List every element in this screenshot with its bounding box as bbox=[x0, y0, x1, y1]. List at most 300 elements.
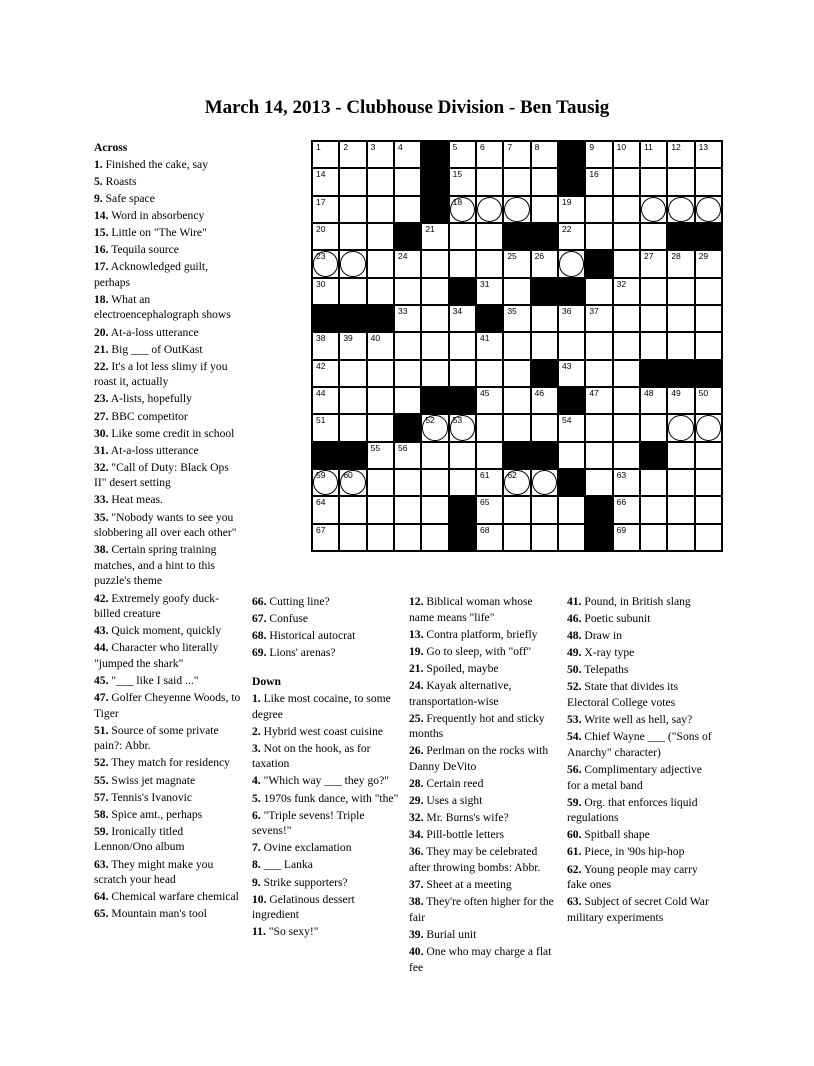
down-clue bbox=[252, 773, 400, 789]
grid-cell[interactable] bbox=[585, 469, 612, 496]
grid-cell[interactable] bbox=[503, 141, 530, 168]
black-square bbox=[531, 360, 558, 387]
grid-cell[interactable] bbox=[613, 442, 640, 469]
grid-cell[interactable] bbox=[558, 305, 585, 332]
across-clue bbox=[94, 342, 244, 358]
grid-cell[interactable] bbox=[449, 414, 476, 441]
grid-cell[interactable] bbox=[531, 305, 558, 332]
black-square bbox=[640, 442, 667, 469]
clue-number: 20. bbox=[94, 325, 109, 339]
grid-cell[interactable] bbox=[558, 223, 585, 250]
grid-cell[interactable] bbox=[585, 168, 612, 195]
grid-cell[interactable] bbox=[531, 250, 558, 277]
cell-number: 38 bbox=[316, 333, 326, 344]
clue-number: 67. bbox=[252, 612, 267, 626]
down-clue bbox=[252, 724, 400, 740]
clue-text: ___ Lanka bbox=[260, 858, 313, 872]
grid-cell[interactable] bbox=[640, 250, 667, 277]
grid-cell[interactable] bbox=[667, 305, 694, 332]
grid-cell[interactable] bbox=[667, 469, 694, 496]
clue-number: 16. bbox=[94, 243, 109, 257]
grid-cell[interactable] bbox=[531, 332, 558, 359]
across-clue bbox=[94, 542, 244, 589]
grid-cell[interactable] bbox=[640, 387, 667, 414]
cell-number: 60 bbox=[343, 470, 353, 480]
grid-cell[interactable] bbox=[312, 524, 339, 551]
grid-cell[interactable] bbox=[339, 360, 366, 387]
clue-text: Spoiled, maybe bbox=[423, 661, 499, 675]
cell-number: 33 bbox=[398, 306, 408, 316]
grid-cell[interactable] bbox=[695, 196, 722, 223]
cell-number: 63 bbox=[616, 470, 627, 480]
grid-cell[interactable] bbox=[367, 387, 394, 414]
grid-cell[interactable] bbox=[640, 496, 667, 523]
grid-cell[interactable] bbox=[613, 332, 640, 359]
grid-cell[interactable] bbox=[558, 442, 585, 469]
clue-text: Like most cocaine, to some degree bbox=[252, 691, 391, 721]
clue-number: 39. bbox=[409, 927, 424, 941]
cell-number: 7 bbox=[507, 142, 513, 152]
black-square bbox=[449, 524, 476, 551]
clue-text: A-lists, hopefully bbox=[108, 392, 192, 406]
grid-cell[interactable] bbox=[695, 305, 722, 332]
grid-cell[interactable] bbox=[421, 524, 448, 551]
grid-cell[interactable] bbox=[667, 524, 694, 551]
grid-cell[interactable] bbox=[695, 414, 722, 441]
clue-text: Golfer Cheyenne Woods, to Tiger bbox=[94, 691, 241, 720]
black-square bbox=[558, 141, 585, 168]
clue-text: Heat meas. bbox=[108, 493, 163, 507]
grid-cell[interactable] bbox=[476, 250, 503, 277]
clue-number: 21. bbox=[94, 342, 109, 356]
cell-number: 32 bbox=[616, 278, 627, 289]
down-clue bbox=[252, 840, 400, 856]
grid-cell[interactable] bbox=[394, 496, 421, 523]
grid-cell[interactable] bbox=[503, 196, 530, 223]
grid-cell[interactable] bbox=[394, 332, 421, 359]
down-clue bbox=[567, 712, 715, 728]
grid-cell[interactable] bbox=[339, 469, 366, 496]
circle-icon bbox=[668, 415, 693, 440]
down-clue bbox=[567, 795, 715, 826]
grid-cell[interactable] bbox=[640, 414, 667, 441]
circle-icon bbox=[696, 415, 721, 440]
cell-number: 20 bbox=[316, 224, 326, 234]
grid-cell[interactable] bbox=[585, 387, 612, 414]
black-square bbox=[394, 414, 421, 441]
grid-cell[interactable] bbox=[695, 168, 722, 195]
grid-cell[interactable] bbox=[312, 250, 339, 277]
clue-number: 34. bbox=[409, 828, 424, 842]
grid-cell[interactable] bbox=[312, 387, 339, 414]
grid-cell[interactable] bbox=[367, 524, 394, 551]
grid-cell[interactable] bbox=[503, 496, 530, 523]
grid-cell[interactable] bbox=[585, 332, 612, 359]
grid-cell[interactable] bbox=[394, 442, 421, 469]
grid-cell[interactable] bbox=[667, 414, 694, 441]
cell-number: 44 bbox=[316, 388, 326, 398]
clue-number: 61. bbox=[567, 845, 582, 859]
grid-cell[interactable] bbox=[476, 360, 503, 387]
grid-cell[interactable] bbox=[585, 360, 612, 387]
grid-cell[interactable] bbox=[339, 141, 366, 168]
cell-number: 40 bbox=[370, 333, 381, 344]
grid-cell[interactable] bbox=[312, 360, 339, 387]
grid-cell[interactable] bbox=[695, 496, 722, 523]
across-clue bbox=[252, 594, 400, 610]
grid-cell[interactable] bbox=[476, 469, 503, 496]
grid-cell[interactable] bbox=[531, 496, 558, 523]
grid-cell[interactable] bbox=[613, 250, 640, 277]
grid-cell[interactable] bbox=[394, 278, 421, 305]
grid-cell[interactable] bbox=[695, 141, 722, 168]
clue-text: Extremely goofy duck-billed creature bbox=[94, 591, 219, 621]
grid-cell[interactable] bbox=[695, 250, 722, 277]
grid-cell[interactable] bbox=[558, 360, 585, 387]
grid-cell[interactable] bbox=[695, 387, 722, 414]
grid-cell[interactable] bbox=[531, 414, 558, 441]
black-square bbox=[339, 305, 366, 332]
grid-cell[interactable] bbox=[503, 414, 530, 441]
grid-cell[interactable] bbox=[640, 168, 667, 195]
grid-cell[interactable] bbox=[503, 332, 530, 359]
grid-cell[interactable] bbox=[585, 414, 612, 441]
cell-number: 27 bbox=[644, 251, 654, 262]
grid-cell[interactable] bbox=[640, 332, 667, 359]
clue-text: Like some credit in school bbox=[108, 426, 235, 440]
grid-cell[interactable] bbox=[339, 223, 366, 250]
down-clue bbox=[409, 661, 557, 677]
across-clue bbox=[94, 259, 244, 290]
cell-number: 23 bbox=[316, 251, 326, 262]
grid-cell[interactable] bbox=[613, 141, 640, 168]
black-square bbox=[476, 305, 503, 332]
grid-cell[interactable] bbox=[503, 250, 530, 277]
cell-number: 29 bbox=[698, 251, 709, 262]
grid-cell[interactable] bbox=[476, 414, 503, 441]
clue-number: 35. bbox=[94, 510, 109, 524]
grid-cell[interactable] bbox=[421, 305, 448, 332]
cell-number: 3 bbox=[370, 142, 376, 152]
clue-text: What an electroencephalograph shows bbox=[94, 292, 231, 322]
cell-number: 21 bbox=[425, 224, 435, 234]
grid-cell[interactable] bbox=[585, 141, 612, 168]
grid-cell[interactable] bbox=[339, 496, 366, 523]
grid-cell[interactable] bbox=[421, 469, 448, 496]
clue-text: Strike supporters? bbox=[260, 875, 348, 889]
grid-cell[interactable] bbox=[421, 442, 448, 469]
clue-text: They might make you scratch your head bbox=[94, 857, 214, 887]
grid-cell[interactable] bbox=[640, 278, 667, 305]
grid-cell[interactable] bbox=[558, 496, 585, 523]
grid-cell[interactable] bbox=[449, 442, 476, 469]
grid-cell[interactable] bbox=[613, 305, 640, 332]
grid-cell[interactable] bbox=[394, 196, 421, 223]
grid-cell[interactable] bbox=[476, 442, 503, 469]
grid-cell[interactable] bbox=[695, 278, 722, 305]
grid-cell[interactable] bbox=[394, 524, 421, 551]
across-clue bbox=[94, 359, 244, 390]
grid-cell[interactable] bbox=[367, 168, 394, 195]
grid-cell[interactable] bbox=[667, 168, 694, 195]
grid-cell[interactable] bbox=[449, 332, 476, 359]
black-square bbox=[585, 496, 612, 523]
circle-icon bbox=[559, 251, 584, 276]
cell-number: 31 bbox=[480, 278, 490, 289]
grid-cell[interactable] bbox=[449, 360, 476, 387]
clue-text: Character who literally "jumped the shark" bbox=[94, 641, 219, 670]
across-clue bbox=[252, 645, 400, 661]
grid-cell[interactable] bbox=[367, 141, 394, 168]
down-clue bbox=[409, 793, 557, 809]
clue-text: "Call of Duty: Black Ops II" desert setting bbox=[94, 460, 229, 490]
cell-number: 37 bbox=[589, 306, 599, 316]
clue-number: 9. bbox=[252, 875, 261, 889]
grid-cell[interactable] bbox=[367, 496, 394, 523]
grid-cell[interactable] bbox=[421, 278, 448, 305]
grid-cell[interactable] bbox=[503, 524, 530, 551]
grid-cell[interactable] bbox=[613, 223, 640, 250]
cell-number: 18 bbox=[452, 196, 463, 207]
clue-number: 5. bbox=[94, 174, 103, 188]
grid-cell[interactable] bbox=[640, 524, 667, 551]
grid-cell[interactable] bbox=[312, 196, 339, 223]
grid-cell[interactable] bbox=[531, 469, 558, 496]
grid-cell[interactable] bbox=[667, 141, 694, 168]
grid-cell[interactable] bbox=[367, 250, 394, 277]
grid-cell[interactable] bbox=[667, 387, 694, 414]
cell-number: 35 bbox=[507, 306, 517, 316]
grid-cell[interactable] bbox=[339, 196, 366, 223]
grid-cell[interactable] bbox=[613, 278, 640, 305]
grid-cell[interactable] bbox=[585, 196, 612, 223]
black-square bbox=[531, 442, 558, 469]
grid-cell[interactable] bbox=[394, 360, 421, 387]
clue-text: Safe space bbox=[102, 191, 155, 205]
down-clue bbox=[252, 857, 400, 873]
grid-cell[interactable] bbox=[367, 469, 394, 496]
grid-cell[interactable] bbox=[531, 168, 558, 195]
grid-cell[interactable] bbox=[558, 414, 585, 441]
grid-cell[interactable] bbox=[421, 360, 448, 387]
grid-cell[interactable] bbox=[613, 196, 640, 223]
grid-cell[interactable] bbox=[476, 524, 503, 551]
grid-cell[interactable] bbox=[394, 469, 421, 496]
grid-cell[interactable] bbox=[613, 360, 640, 387]
grid-cell[interactable] bbox=[421, 250, 448, 277]
grid-cell[interactable] bbox=[449, 469, 476, 496]
grid-cell[interactable] bbox=[312, 414, 339, 441]
clue-number: 31. bbox=[94, 443, 109, 457]
grid-cell[interactable] bbox=[367, 223, 394, 250]
grid-cell[interactable] bbox=[312, 496, 339, 523]
clue-number: 12. bbox=[409, 595, 424, 608]
grid-cell[interactable] bbox=[476, 223, 503, 250]
cell-number: 34 bbox=[452, 306, 463, 316]
grid-cell[interactable] bbox=[640, 196, 667, 223]
grid-cell[interactable] bbox=[449, 250, 476, 277]
grid-cell[interactable] bbox=[476, 141, 503, 168]
grid-cell[interactable] bbox=[394, 387, 421, 414]
grid-cell[interactable] bbox=[449, 305, 476, 332]
grid-cell[interactable] bbox=[613, 168, 640, 195]
grid-cell[interactable] bbox=[394, 141, 421, 168]
grid-cell[interactable] bbox=[367, 360, 394, 387]
grid-cell[interactable] bbox=[476, 387, 503, 414]
grid-cell[interactable] bbox=[503, 360, 530, 387]
circle-icon bbox=[668, 197, 693, 222]
grid-cell[interactable] bbox=[558, 196, 585, 223]
grid-cell[interactable] bbox=[695, 442, 722, 469]
grid-cell[interactable] bbox=[613, 387, 640, 414]
grid-cell[interactable] bbox=[312, 278, 339, 305]
grid-cell[interactable] bbox=[667, 278, 694, 305]
clue-text: "Triple sevens! Triple sevens!" bbox=[252, 808, 365, 838]
grid-cell[interactable] bbox=[421, 332, 448, 359]
grid-cell[interactable] bbox=[613, 496, 640, 523]
grid-cell[interactable] bbox=[339, 168, 366, 195]
grid-cell[interactable] bbox=[476, 278, 503, 305]
grid-cell[interactable] bbox=[531, 196, 558, 223]
crossword-grid bbox=[311, 140, 723, 552]
grid-cell[interactable] bbox=[503, 387, 530, 414]
grid-cell[interactable] bbox=[312, 469, 339, 496]
grid-cell[interactable] bbox=[503, 168, 530, 195]
grid-cell[interactable] bbox=[476, 332, 503, 359]
clue-text: Little on "The Wire" bbox=[108, 225, 207, 239]
grid-cell[interactable] bbox=[640, 469, 667, 496]
grid-cell[interactable] bbox=[695, 469, 722, 496]
cell-number: 49 bbox=[671, 388, 681, 398]
grid-cell[interactable] bbox=[339, 278, 366, 305]
grid-cell[interactable] bbox=[613, 469, 640, 496]
grid-cell[interactable] bbox=[585, 223, 612, 250]
cell-number: 26 bbox=[534, 251, 545, 262]
grid-cell[interactable] bbox=[640, 223, 667, 250]
grid-cell[interactable] bbox=[312, 332, 339, 359]
clue-number: 62. bbox=[567, 862, 582, 876]
cell-number: 5 bbox=[452, 142, 458, 152]
grid-cell[interactable] bbox=[421, 223, 448, 250]
grid-cell[interactable] bbox=[476, 168, 503, 195]
grid-cell[interactable] bbox=[585, 442, 612, 469]
circle-icon bbox=[532, 470, 557, 495]
down-clue bbox=[409, 927, 557, 943]
grid-cell[interactable] bbox=[367, 442, 394, 469]
grid-cell[interactable] bbox=[394, 168, 421, 195]
grid-cell[interactable] bbox=[367, 196, 394, 223]
circle-icon bbox=[641, 197, 666, 222]
grid-cell[interactable] bbox=[476, 196, 503, 223]
grid-cell[interactable] bbox=[421, 496, 448, 523]
grid-cell[interactable] bbox=[339, 332, 366, 359]
clue-text: "So sexy!" bbox=[265, 925, 319, 939]
across-clue bbox=[94, 623, 244, 639]
grid-cell[interactable] bbox=[585, 305, 612, 332]
grid-cell[interactable] bbox=[312, 168, 339, 195]
grid-cell[interactable] bbox=[476, 496, 503, 523]
clue-text: Subject of secret Cold War military experiments bbox=[567, 895, 709, 924]
clue-text: It's a lot less slimy if you roast it, actually bbox=[94, 359, 228, 389]
grid-cell[interactable] bbox=[613, 524, 640, 551]
clue-text: Quick moment, quickly bbox=[108, 624, 222, 638]
grid-cell[interactable] bbox=[339, 414, 366, 441]
clue-number: 41. bbox=[567, 595, 582, 608]
clue-text: Not on the hook, as for taxation bbox=[252, 741, 371, 771]
grid-cell[interactable] bbox=[503, 305, 530, 332]
grid-cell[interactable] bbox=[421, 414, 448, 441]
grid-cell[interactable] bbox=[449, 141, 476, 168]
down-clue bbox=[409, 894, 557, 925]
grid-cell[interactable] bbox=[667, 442, 694, 469]
grid-cell[interactable] bbox=[531, 524, 558, 551]
clue-number: 1. bbox=[94, 157, 103, 171]
grid-cell[interactable] bbox=[558, 332, 585, 359]
grid-cell[interactable] bbox=[449, 196, 476, 223]
grid-cell[interactable] bbox=[312, 141, 339, 168]
clue-number: 59. bbox=[567, 795, 582, 809]
grid-cell[interactable] bbox=[449, 223, 476, 250]
grid-cell[interactable] bbox=[339, 250, 366, 277]
cell-number: 67 bbox=[316, 524, 326, 535]
clue-number: 11. bbox=[252, 925, 266, 939]
grid-cell[interactable] bbox=[667, 250, 694, 277]
grid-cell[interactable] bbox=[367, 414, 394, 441]
grid-cell[interactable] bbox=[531, 387, 558, 414]
grid-cell[interactable] bbox=[394, 305, 421, 332]
grid-cell[interactable] bbox=[667, 196, 694, 223]
down-clue bbox=[252, 924, 400, 940]
grid-cell[interactable] bbox=[640, 305, 667, 332]
grid-cell[interactable] bbox=[312, 223, 339, 250]
across-clue bbox=[94, 673, 244, 689]
clue-text: Contra platform, briefly bbox=[423, 627, 538, 641]
clue-text: They may be celebrated after throwing bombs: Abbr. bbox=[409, 845, 541, 874]
grid-cell[interactable] bbox=[585, 278, 612, 305]
grid-cell[interactable] bbox=[667, 332, 694, 359]
grid-cell[interactable] bbox=[640, 141, 667, 168]
clue-text: Kayak alternative, transportation-wise bbox=[409, 678, 512, 708]
grid-cell[interactable] bbox=[503, 278, 530, 305]
clue-number: 47. bbox=[94, 691, 109, 705]
grid-cell[interactable] bbox=[695, 524, 722, 551]
grid-cell[interactable] bbox=[367, 332, 394, 359]
grid-cell[interactable] bbox=[558, 524, 585, 551]
grid-cell[interactable] bbox=[613, 414, 640, 441]
grid-cell[interactable] bbox=[558, 250, 585, 277]
grid-cell[interactable] bbox=[695, 332, 722, 359]
down-clue bbox=[567, 679, 715, 710]
clue-number: 38. bbox=[409, 895, 424, 909]
across-clue bbox=[94, 824, 244, 855]
grid-cell[interactable] bbox=[339, 524, 366, 551]
circle-icon bbox=[477, 197, 502, 222]
clue-number: 51. bbox=[94, 723, 109, 737]
grid-cell[interactable] bbox=[339, 387, 366, 414]
grid-cell[interactable] bbox=[531, 141, 558, 168]
grid-cell[interactable] bbox=[503, 469, 530, 496]
grid-cell[interactable] bbox=[367, 278, 394, 305]
black-square bbox=[449, 387, 476, 414]
cell-number: 16 bbox=[589, 169, 599, 180]
clue-text: Hybrid west coast cuisine bbox=[260, 724, 384, 738]
clue-number: 52. bbox=[94, 756, 109, 770]
grid-cell[interactable] bbox=[449, 168, 476, 195]
grid-cell[interactable] bbox=[394, 250, 421, 277]
grid-cell[interactable] bbox=[667, 496, 694, 523]
clue-number: 69. bbox=[252, 646, 267, 660]
across-clue bbox=[94, 174, 244, 190]
